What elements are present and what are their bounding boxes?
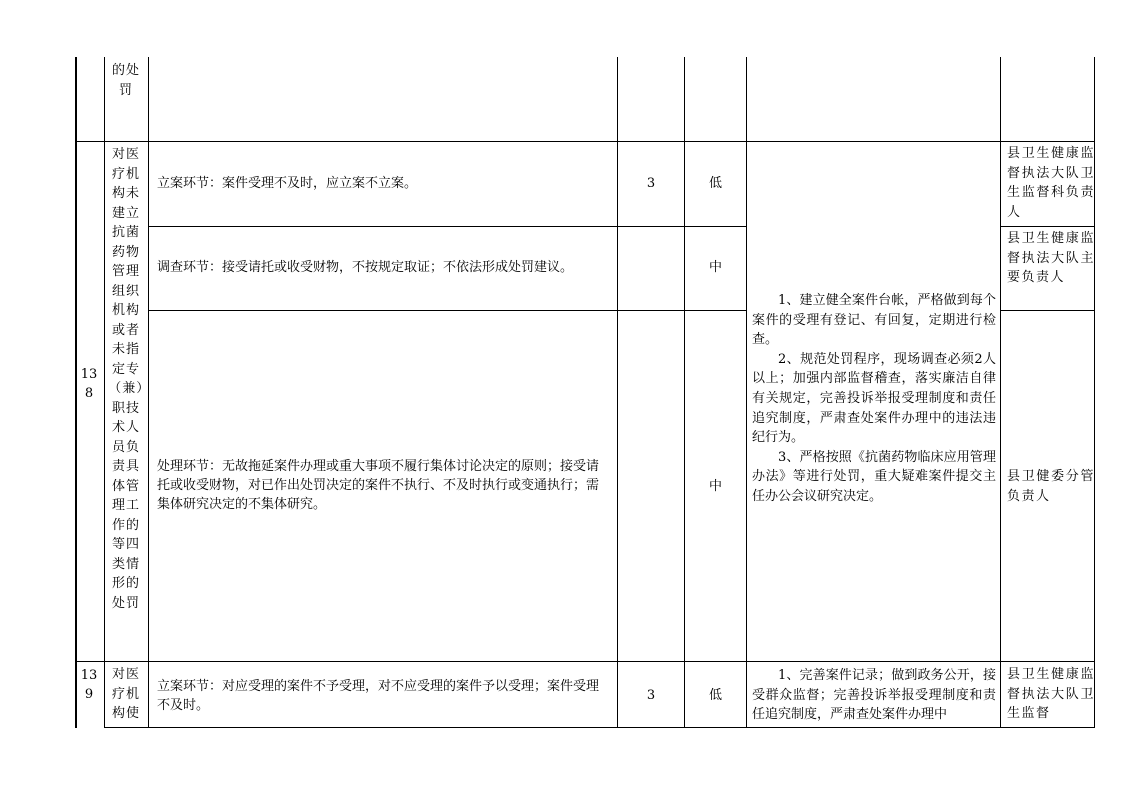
row-138-step-2-text: 调查环节：接受请托或收受财物，不按规定取证；不依法形成处罚建议。 (157, 260, 574, 275)
row-138-index: 138 (80, 367, 98, 401)
row-139-subject: 对医疗机构使 (111, 667, 140, 721)
row-divider-138-step1 (148, 226, 746, 227)
prev-row-subject-tail: 的处罚 (111, 63, 140, 98)
row-138-step-1-text: 立案环节：案件受理不及时，应立案不立案。 (157, 176, 418, 191)
row-138-step-1-responsible: 县卫生健康监督执法大队卫生监督科负责人 (1007, 146, 1095, 220)
row-139-step-score: 3 (646, 688, 656, 703)
column-divider-index (104, 57, 105, 728)
row-138-measures (752, 291, 996, 507)
row-divider-138-step2 (148, 310, 746, 311)
table-border-left (75, 57, 77, 728)
row-138-subject: 对医疗机构未建立抗菌药物管理组织机构或者未指定专（兼）职技术人员负责具体管理工作的等四类情形的处罚 (108, 147, 144, 611)
row-138-measure-1: 1、建立健全案件台帐，严格做到每个案件的受理有登记、有回复，定期进行检查。 (752, 293, 996, 348)
row-divider-139-top (75, 661, 1095, 662)
row-divider-138-step1-resp (1000, 226, 1095, 227)
row-138-step-2-level: 中 (708, 260, 722, 275)
row-138-step-2-responsible: 县卫生健康监督执法大队主要负责人 (1007, 231, 1095, 285)
row-139-measures (752, 666, 996, 726)
column-divider-measures (1000, 57, 1001, 728)
row-divider-138-step2-resp (1000, 310, 1095, 311)
row-138-step-3-level: 中 (708, 479, 722, 494)
table-border-bottom (104, 727, 1095, 728)
row-138-step-1-level: 低 (708, 176, 722, 191)
row-139-index: 139 (80, 668, 98, 702)
row-138-step-1-score: 3 (646, 176, 656, 191)
column-divider-score (684, 57, 685, 728)
row-138-measure-3: 3、严格按照《抗菌药物临床应用管理办法》等进行处罚，重大疑难案件提交主任办公会议研究决定。 (752, 449, 996, 504)
row-divider-138-top (75, 141, 1095, 142)
column-divider-step (617, 57, 618, 728)
row-139-step-text: 立案环节：对应受理的案件不予受理，对不应受理的案件予以受理；案件受理不及时。 (157, 679, 600, 713)
row-138-step-3-responsible: 县卫健委分管负责人 (1007, 469, 1095, 504)
row-139-measure-1: 1、完善案件记录；做到政务公开，接受群众监督；完善投诉举报受理制度和责任追究制度，严肃查处案件办理中 (752, 668, 996, 723)
column-divider-level (746, 57, 747, 728)
row-139-step-level: 低 (708, 688, 722, 703)
row-138-step-3-text: 处理环节：无故拖延案件办理或重大事项不履行集体讨论决定的原则；接受请托或收受财物，对已作出处罚决定的案件不执行、不及时执行或变通执行；需集体研究决定的不集体研究。 (157, 459, 600, 512)
row-139-responsible: 县卫生健康监督执法大队卫生监督 (1007, 667, 1095, 721)
column-divider-subject (148, 57, 149, 728)
row-138-measure-2: 2、规范处罚程序，现场调查必须2人以上；加强内部监督稽查，落实廉洁自律有关规定，完善投诉举报受理制度和责任追究制度，严肃查处案件办理中的违法违纪行为。 (752, 351, 996, 446)
